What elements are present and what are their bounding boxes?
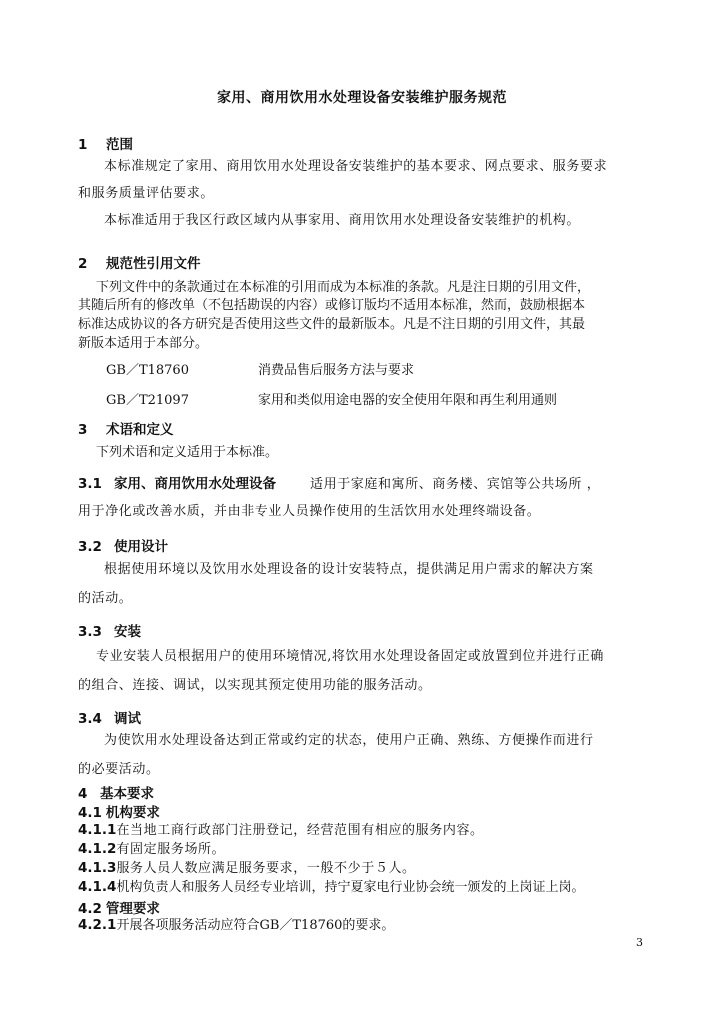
section-title: 范围	[106, 137, 133, 153]
clause-number: 4.1.4	[78, 879, 117, 895]
clause-text: 在当地工商行政部门注册登记，经营范围有相应的服务内容。	[116, 823, 484, 838]
subsection-title: 管理要求	[105, 901, 160, 917]
clause-4-1-2	[78, 840, 646, 859]
term-3-4-line-1: 为使饮用水处理设备达到正常或约定的状态，使用户正确、熟练、方便操作而进行	[104, 733, 594, 748]
section-1-paragraph-2: 本标准适用于我区行政区域内从事家用、商用饮用水处理设备安装维护的机构。	[104, 213, 581, 228]
reference-title: 消费品售后服务方法与要求	[258, 363, 415, 378]
section-2-paragraph-line-3: 标准达成协议的各方研究是否使用这些文件的最新版本。凡是不注日期的引用文件，其最	[78, 317, 586, 332]
section-3-heading	[78, 418, 174, 438]
section-title: 规范性引用文件	[106, 256, 201, 272]
term-3-4-line-2: 的必要活动。	[78, 762, 160, 777]
term-3-3-line-1: 专业安装人员根据用户的使用环境情况,将饮用水处理设备固定或放置到位并进行正确	[96, 649, 604, 664]
term-number: 3.4	[78, 711, 102, 727]
section-title: 术语和定义	[106, 422, 174, 438]
section-2-paragraph-line-2: 其随后所有的修改单（不包括勘误的内容）或修订版均不适用本标准，然而，鼓励根据本	[78, 298, 586, 313]
clause-number: 4.1.3	[78, 860, 117, 876]
section-1-heading	[78, 133, 133, 153]
clause-text: 开展各项服务活动应符合GB／T18760的要求。	[116, 918, 395, 933]
section-number: 2	[78, 256, 88, 272]
section-title: 基本要求	[100, 786, 154, 802]
clause-4-2-1	[78, 916, 646, 935]
subsection-number: 4.2	[78, 901, 102, 917]
term-3-4-heading	[78, 707, 141, 727]
term-3-2-line-1: 根据使用环境以及饮用水处理设备的设计安装特点，提供满足用户需求的解决方案	[104, 562, 594, 577]
term-3-3-heading	[78, 620, 141, 640]
clause-4-1-1	[78, 821, 646, 840]
term-name: 安装	[114, 624, 141, 640]
section-2-paragraph-line-4: 新版本适用于本部分。	[78, 336, 209, 351]
term-number: 3.1	[78, 476, 102, 492]
term-3-2-line-2: 的活动。	[78, 591, 133, 606]
clause-text: 有固定服务场所。	[116, 842, 226, 857]
subsection-4-2-heading	[78, 897, 160, 917]
reference-title: 家用和类似用途电器的安全使用年限和再生利用通则	[258, 393, 558, 408]
subsection-number: 4.1	[78, 805, 102, 821]
term-number: 3.3	[78, 624, 102, 640]
subsection-title: 机构要求	[105, 805, 160, 821]
reference-code: GB／T21097	[106, 393, 189, 408]
term-name: 调试	[114, 711, 141, 727]
section-number: 1	[78, 137, 88, 153]
page-number: 3	[636, 936, 643, 949]
section-number: 3	[78, 422, 88, 438]
section-2-heading	[78, 252, 201, 272]
clause-number: 4.1.2	[78, 841, 117, 857]
clause-number: 4.1.1	[78, 822, 117, 838]
section-1-paragraph-1-line-2: 和服务质量评估要求。	[78, 186, 215, 201]
document-title: 家用、商用饮用水处理设备安装维护服务规范	[217, 90, 507, 106]
section-1-paragraph-1-line-1: 本标准规定了家用、商用饮用水处理设备安装维护的基本要求、网点要求、服务要求	[104, 159, 608, 174]
clause-4-1-3	[78, 859, 646, 878]
term-3-1-line-1	[78, 475, 646, 494]
term-name: 使用设计	[114, 539, 168, 555]
term-name: 家用、商用饮用水处理设备	[114, 476, 276, 492]
section-2-paragraph-line-1: 下列文件中的条款通过在本标准的引用而成为本标准的条款。凡是注日期的引用文件，	[96, 280, 591, 295]
clause-text: 服务人员人数应满足服务要求，一般不少于５人。	[116, 861, 416, 876]
clause-text: 机构负责人和服务人员经专业培训，持宁夏家电行业协会统一颁发的上岗证上岗。	[116, 880, 585, 895]
term-definition-start: 适用于家庭和寓所、商务楼、宾馆等公共场所 ，	[310, 477, 601, 492]
section-number: 4	[78, 786, 88, 802]
term-number: 3.2	[78, 539, 102, 555]
clause-4-1-4	[78, 878, 646, 897]
section-4-heading	[78, 782, 154, 802]
term-3-1-line-2: 用于净化或改善水质，并由非专业人员操作使用的生活饮用水处理终端设备。	[78, 504, 541, 519]
term-3-2-heading	[78, 535, 168, 555]
reference-code: GB／T18760	[106, 363, 189, 378]
section-3-intro: 下列术语和定义适用于本标准。	[96, 445, 279, 460]
clause-number: 4.2.1	[78, 917, 117, 933]
subsection-4-1-heading	[78, 801, 160, 821]
term-3-3-line-2: 的组合、连接、调试，以实现其预定使用功能的服务活动。	[78, 678, 432, 693]
